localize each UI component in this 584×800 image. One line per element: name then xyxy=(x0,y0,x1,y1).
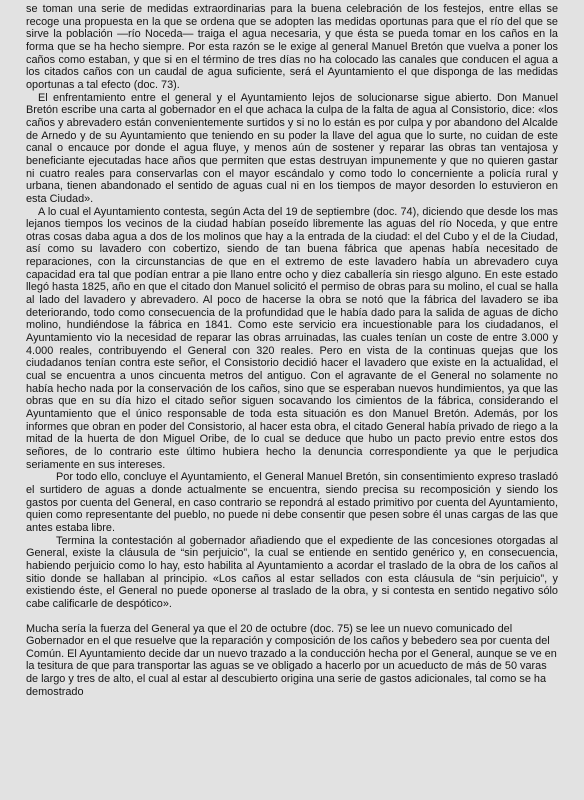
paragraph-4-conclusion: Por todo ello, concluye el Ayuntamiento, el General Manuel Bretón, sin consentimiento expreso trasladó el surtidero de aguas a donde actualmente se encuentra, siendo precisa su recomposición y siendo los gastos por cuenta del General, en caso contrario se repondrá al estado primitivo por cuenta del Ayuntamiento, quien como representante del pueblo, no puede ni debe consentir que pesen sobre él unas cargas de las que antes estaba libre. xyxy=(26,471,558,534)
paragraph-2-general-conflict: El enfrentamiento entre el general y el Ayuntamiento lejos de solucionarse sigue abierto. Don Manuel Bretón escribe una carta al gobernador en el que achaca la culpa de la falta de agua al Consistorio, dice: «los caños y abrevadero están convenientemente surtidos y si no lo están es por culpa y por abandono del Alcalde de Arnedo y de su Ayuntamiento que teniendo en su poder la llave del agua que lo surte, no cuidan de este canal o encauce por donde el agua fluye, y menos aún de sostener y reparar las obras tan ventajosa y beneficiante ejecutadas hace años que permiten que estas destruyan impunemente y que no quieren gastar ni cuatro reales para conservarlas con el mayor escándalo y como todo lo concerniente a policía rural y urbana, tienen abandonado el sentido de aguas cual ni en los tiempos de mayor desorden lo estuvieron en esta Ciudad». xyxy=(26,91,558,205)
paragraph-1-continuation: se toman una serie de medidas extraordinarias para la buena celebración de los festejos, entre ellas se recoge una propuesta en la que se ordena que se adopten las medidas oportunas para que el río del que se sirve la población —río Noceda— traiga el agua necesaria, y que ésta se pueda tomar en los caños en la forma que se ha hecho siempre. Por esta razón se le exige al general Manuel Bretón que vuelva a poner los caños como estaban, y que si en el término de tres días no ha colocado las canales que conducen el agua a los citados caños con un caudal de agua suficiente, será el Ayuntamiento el que disponga de las medidas oportunas a tal efecto (doc. 73). xyxy=(26,3,558,91)
paragraph-5-sin-perjuicio: Termina la contestación al gobernador añadiendo que el expediente de las concesiones otorgadas al General, existe la cláusula de “sin perjuicio”, la cual se entiende en sentido genérico y, en consecuencia, habiendo perjuicio como lo hay, esto habilita al Ayuntamiento a acordar el traslado de la obra de los caños al sitio donde se hallaban al principio. «Los caños al estar sellados con esta cláusula de “sin perjuicio”, y existiendo éste, el General no puede oponerse al traslado de la obra, y si contesta en sentido negativo sólo cabe calificarle de despótico». xyxy=(26,534,558,610)
paragraph-3-ayuntamiento-reply: A lo cual el Ayuntamiento contesta, según Acta del 19 de septiembre (doc. 74), diciendo que desde los mas lejanos tiempos los vecinos de la ciudad habían poseído libremente las aguas del río Noceda, y que entre otras cosas daba agua a dos de los molinos que hay a la entrada de la ciudad: el del Cubo y el de la Ciudad, así como su lavadero con cobertizo, siendo de tan buena fábrica que apenas había necesitado de reparaciones, con la circunstancias de que en el extremo de este lavadero había un abrevadero cuya capacidad era tal que podían entrar a pie llano entre ocho y diez caballería sin riesgo alguno. En este estado llegó hasta 1825, año en que el citado don Manuel solicitó el permiso de obras para su molino, el cual se halla al lado del lavadero y abrevadero. Al poco de hacerse la obra se notó que la fábrica del lavadero se iba deteriorando, todo como consecuencia de la profundidad que le había dado para la salida de aguas de dicho molino, hundiéndose la fábrica en 1841. Como este servicio era incuestionable para los ciudadanos, el Ayuntamiento vio la necesidad de reparar las obras arruinadas, las cuales tenían un coste de entre 3.000 y 4.000 reales, contribuyendo el General con 320 reales. Pero en vista de la continuas quejas que los ciudadanos tenían contra este señor, el Consistorio decidió hacer el lavadero que existe en la actualidad, el cual se encuentra a unos cincuenta metros del antiguo. Con el agravante de el General no solamente no había hecho nada por la conservación de los caños, sino que se esperaban nuevos hundimientos, ya que las obras que en su día hizo el citado señor siguen socavando los cimientos de la fábrica, considerando el Ayuntamiento que el único responsable de toda esta situación es don Manuel Bretón. Además, por los informes que obran en poder del Consistorio, al hacer esta obra, el citado General había privado de riego a la mitad de la huerta de don Miguel Oribe, de lo cual se deduce que hubo un pacto previo entre estos dos señores, de lo contrario este último hubiera hecho la denuncia correspondiente ya que le perjudica seriamente en sus intereses. xyxy=(26,205,558,471)
paragraph-6-governor-resolution: Mucha sería la fuerza del General ya que el 20 de octubre (doc. 75) se lee un nuevo comunicado del Gobernador en el que resuelve que la reparación y composición de los caños y bebedero sea por cuenta del Común. El Ayuntamiento decide dar un nuevo trazado a la conducción hecha por el General, aunque se ve en la tesitura de que para transportar las aguas se ve obligado a hacerlo por un acueducto de más de 50 varas de largo y tres de alto, el cual al estar al descubierto origina una serie de gastos adicionales, tal como se ha demostrado xyxy=(26,622,557,698)
